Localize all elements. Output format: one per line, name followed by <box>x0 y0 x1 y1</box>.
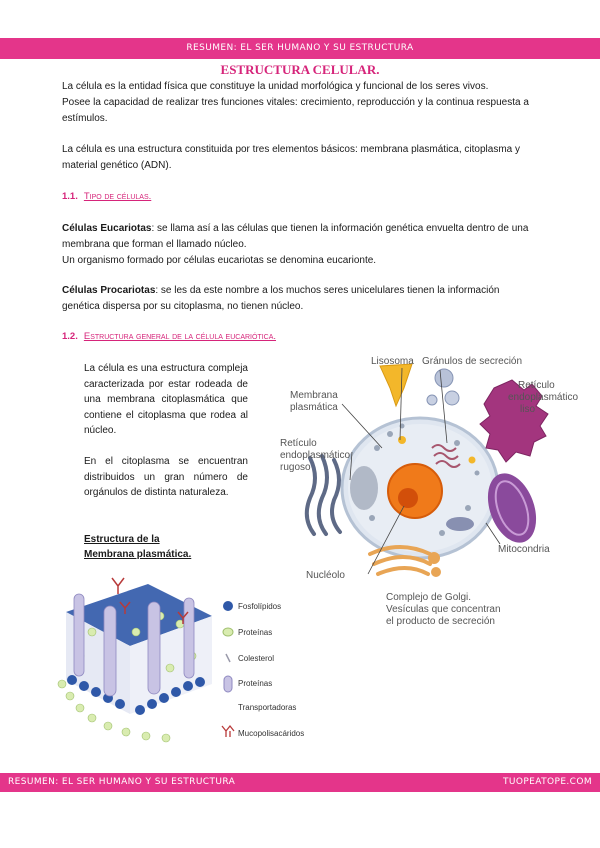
membrane-title <box>84 532 191 562</box>
protein-cylinder-icon <box>224 676 232 692</box>
protein-bead-icon <box>223 628 233 636</box>
section-number: 1.2. <box>62 331 78 342</box>
prokaryote-text: : se les da este nombre a los muchos seres unicelulares tienen la información genética dispersa por su citoplasma, no tienen núcleo. <box>62 285 500 312</box>
eukaryote-paragraph-2: Un organismo formado por células eucariotas se denomina eucarionte. <box>62 255 377 266</box>
section-title: Estructura general de la célula eucariótica. <box>83 331 277 342</box>
intro-paragraph-1: La célula es la entidad física que constituye la unidad morfológica y funcional de los seres vivos. <box>62 81 489 92</box>
cell-illustration <box>342 418 498 558</box>
lipid-bilayer <box>58 578 212 742</box>
section-number: 1.1. <box>62 191 78 202</box>
section-heading-1 <box>62 191 151 202</box>
label-granulos: Gránulos de secreción <box>422 356 523 367</box>
membrane-title-line-2: Membrana plasmática. <box>84 549 192 560</box>
intro-paragraph-3: La célula es una estructura constituida por tres elementos básicos: membrana plasmática, citoplasma y material genético (ADN). <box>62 144 521 171</box>
rough-er-shape <box>307 456 340 534</box>
legend-label: Proteínas <box>238 628 273 637</box>
eukaryote-text: : se llama así a las células que tienen la información genética envuelta dentro de una membrana que forman el llamado núcleo. <box>62 223 529 250</box>
cell-description-paragraph: La célula es una estructura compleja caracterizada por estar rodeada de una membrana citoplasmática que contiene el citoplasma que rodea al núcleo. <box>84 363 248 436</box>
section-title: Tipo de células. <box>83 191 152 202</box>
label-ret-rugoso-2: endoplasmático <box>280 450 351 461</box>
label-ret-liso-3: liso <box>520 404 536 415</box>
page-title: ESTRUCTURA CELULAR. <box>220 62 380 77</box>
membrane-title-line-1: Estructura de la <box>84 534 160 545</box>
label-ret-rugoso-1: Retículo <box>280 438 317 449</box>
legend-label: Fosfolípidos <box>238 602 282 611</box>
label-membrana-1: Membrana <box>290 390 338 401</box>
eukaryote-paragraph <box>62 221 540 253</box>
eukaryote-label: Células Eucariotas <box>62 223 152 234</box>
label-ret-rugoso-3: rugoso <box>280 462 311 473</box>
footer-site-link[interactable]: TUOPEATOPE.COM <box>502 777 592 787</box>
legend-label: Proteínas <box>238 679 273 688</box>
section-heading-2 <box>62 331 276 342</box>
footer-left-text: RESUMEN: EL SER HUMANO Y SU ESTRUCTURA <box>8 777 236 787</box>
cholesterol-icon <box>226 654 230 662</box>
prokaryote-label: Células Procariotas <box>62 285 156 296</box>
page-footer-band <box>0 773 600 792</box>
plasma-membrane-diagram <box>52 572 322 750</box>
lysosome-shape <box>380 364 412 406</box>
glycocalyx-icon <box>222 726 234 737</box>
prokaryote-paragraph <box>62 283 540 315</box>
label-ret-liso-2: endoplasmático <box>508 392 579 403</box>
page-header-band <box>0 38 600 59</box>
label-golgi-2: Vesículas que concentran <box>386 604 501 615</box>
header-text: RESUMEN: EL SER HUMANO Y SU ESTRUCTURA <box>186 43 414 53</box>
label-golgi-3: el producto de secreción <box>386 616 495 627</box>
label-membrana-2: plasmática <box>290 402 338 413</box>
legend-label: Transportadoras <box>238 703 297 712</box>
phospholipid-icon <box>223 601 233 611</box>
membrane-legend <box>222 601 304 738</box>
intro-paragraph-2: Posee la capacidad de realizar tres funciones vitales: crecimiento, reproducción y la continua respuesta a estímulos. <box>62 97 529 124</box>
label-golgi-1: Complejo de Golgi. <box>386 592 472 603</box>
legend-label: Colesterol <box>238 654 275 663</box>
label-lisosoma: Lisosoma <box>371 356 414 367</box>
cytoplasm-paragraph: En el citoplasma se encuentran distribuidos un gran número de orgánulos de distinta naturaleza. <box>84 456 248 498</box>
legend-label: Mucopolisacáridos <box>238 729 305 738</box>
label-mitocondria: Mitocondria <box>498 544 550 555</box>
label-ret-liso-1: Retículo <box>518 380 555 391</box>
label-nucleolo: Nucléolo <box>306 570 345 581</box>
